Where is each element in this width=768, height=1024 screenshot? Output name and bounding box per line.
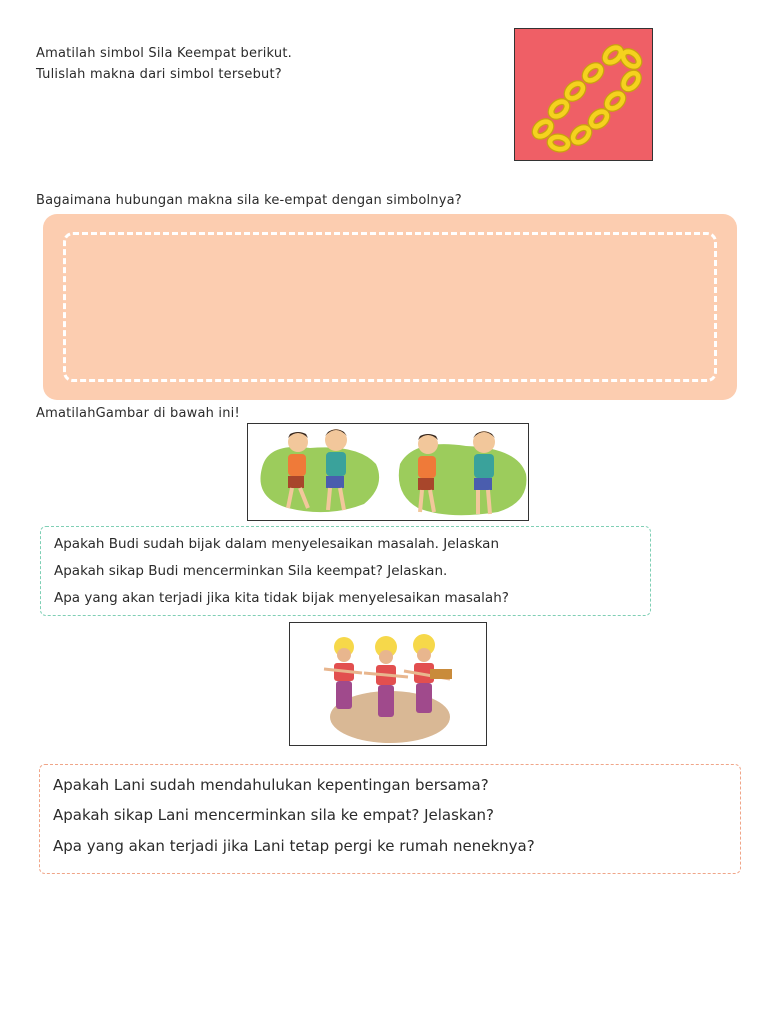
balinese-dancers-illustration [289, 622, 487, 746]
question-symbol-meaning: Bagaimana hubungan makna sila ke-empat dengan simbolnya? [36, 193, 462, 208]
kids-arguing-illustration [247, 423, 529, 521]
answer-box-dashed-border [63, 232, 717, 382]
instruction-line-2: Tulislah makna dari simbol tersebut? [36, 67, 282, 82]
question-budi-3: Apa yang akan terjadi jika kita tidak bijak menyelesaikan masalah? [54, 590, 509, 606]
question-lani-1: Apakah Lani sudah mendahulukan kepentingan bersama? [53, 776, 489, 794]
instruction-observe-image: AmatilahGambar di bawah ini! [36, 406, 240, 421]
question-budi-1: Apakah Budi sudah bijak dalam menyelesaikan masalah. Jelaskan [54, 536, 500, 552]
question-lani-2: Apakah sikap Lani mencerminkan sila ke empat? Jelaskan? [53, 806, 494, 824]
sila-keempat-symbol [514, 28, 653, 161]
chain-icon [515, 29, 651, 159]
question-lani-3: Apa yang akan terjadi jika Lani tetap pergi ke rumah neneknya? [53, 837, 535, 855]
instruction-line-1: Amatilah simbol Sila Keempat berikut. [36, 46, 292, 61]
question-budi-2: Apakah sikap Budi mencerminkan Sila keempat? Jelaskan. [54, 563, 448, 579]
questions-list-lani [53, 776, 733, 866]
questions-list-budi [54, 536, 644, 612]
